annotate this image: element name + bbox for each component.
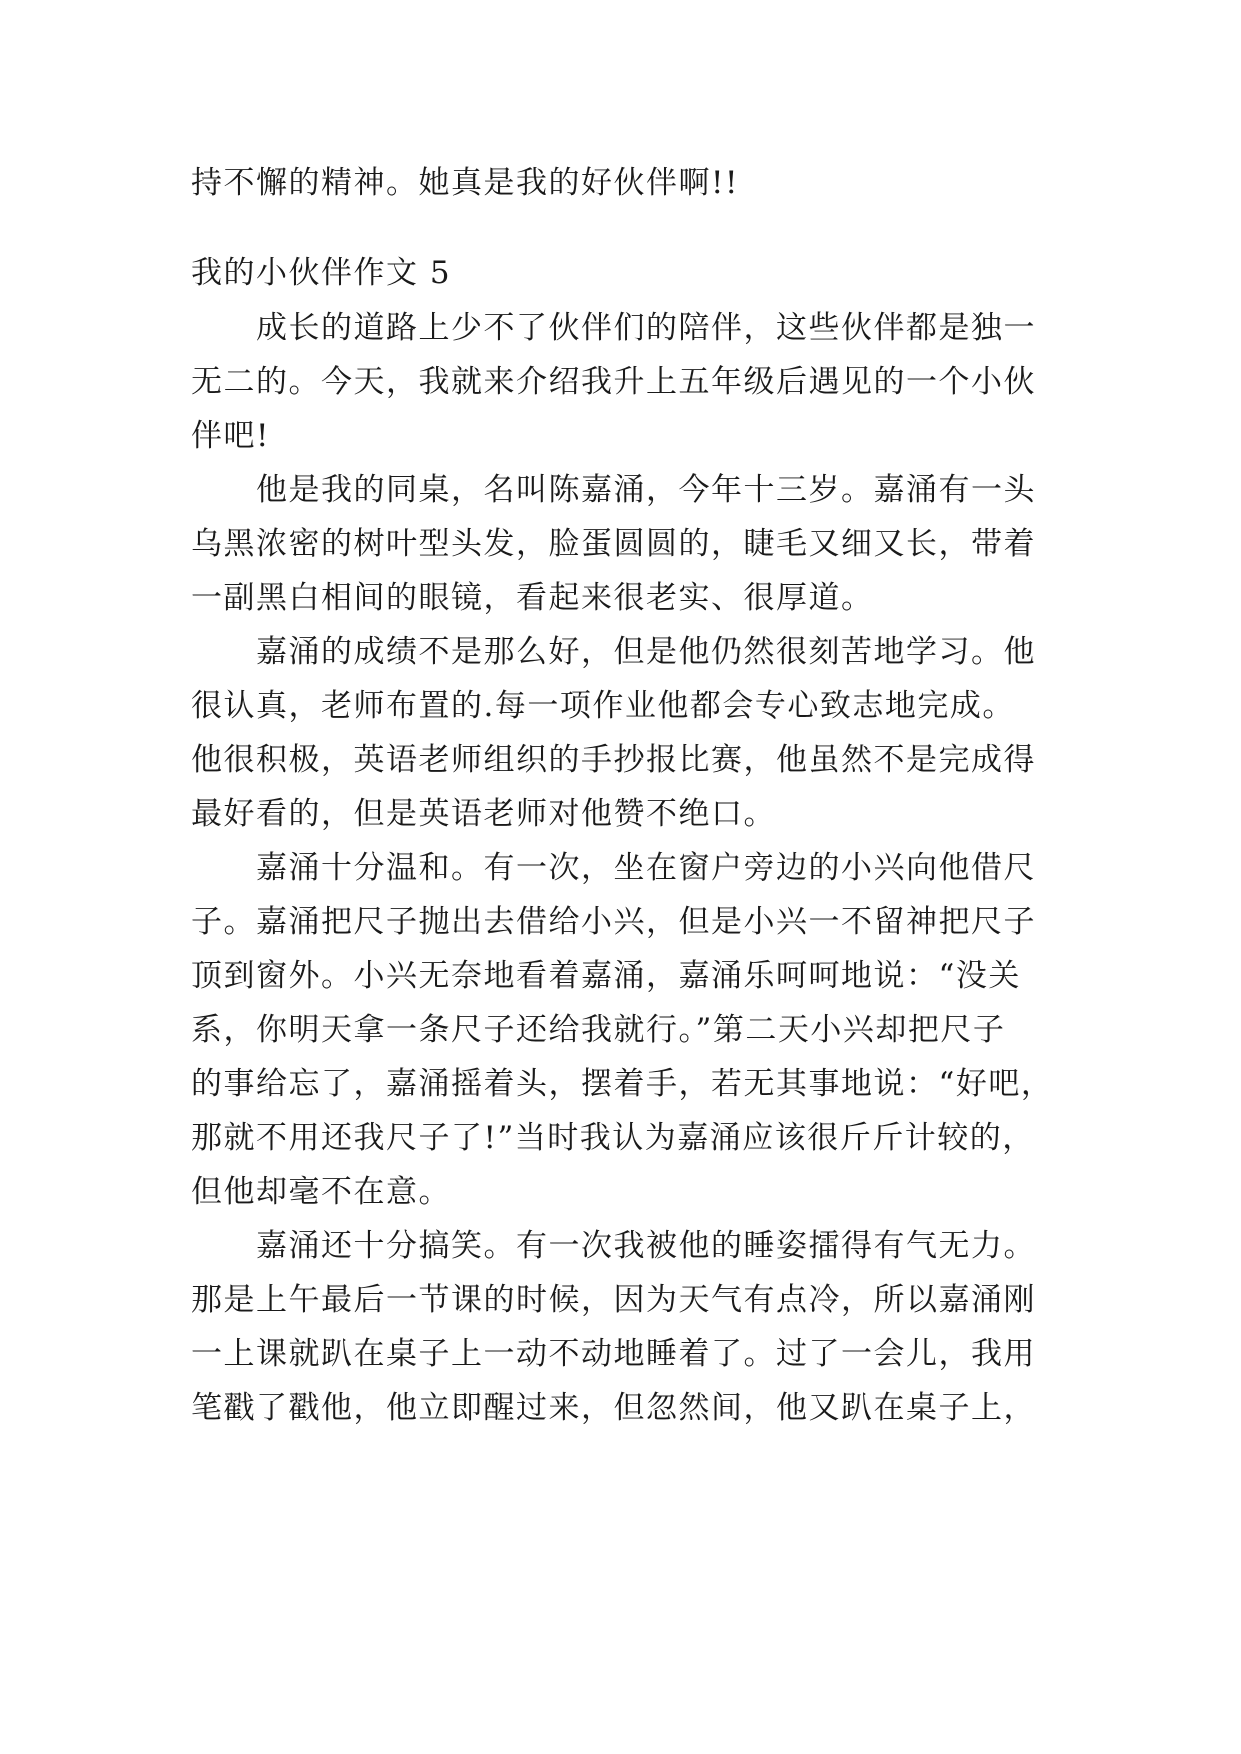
paragraph-line: 一副黑白相间的眼镜，看起来很老实、很厚道。 <box>191 580 874 616</box>
paragraph-line: 一上课就趴在桌子上一动不动地睡着了。过了一会儿，我用 <box>191 1336 1036 1372</box>
paragraph-line: 嘉涌还十分搞笑。有一次我被他的睡姿擂得有气无力。 <box>256 1228 1036 1264</box>
paragraph-line: 很认真，老师布置的.每一项作业他都会专心致志地完成。 <box>191 688 1015 724</box>
paragraph-line: 笔戳了戳他，他立即醒过来，但忽然间，他又趴在桌子上， <box>191 1390 1036 1426</box>
paragraph-line: 最好看的，但是英语老师对他赞不绝口。 <box>191 796 776 832</box>
text-line: 持不懈的精神。她真是我的好伙伴啊!! <box>191 165 739 201</box>
paragraph-line: 他是我的同桌，名叫陈嘉涌，今年十三岁。嘉涌有一头 <box>256 472 1036 508</box>
paragraph-line: 嘉涌的成绩不是那么好，但是他仍然很刻苦地学习。他 <box>256 634 1036 670</box>
paragraph-line: 系，你明天拿一条尺子还给我就行。”第二天小兴却把尺子 <box>191 1012 1006 1048</box>
section-title: 我的小伙伴作文 5 <box>191 255 452 291</box>
paragraph-line: 成长的道路上少不了伙伴们的陪伴，这些伙伴都是独一 <box>256 310 1036 346</box>
paragraph-line: 那就不用还我尺子了!”当时我认为嘉涌应该很斤斤计较的， <box>191 1120 1035 1156</box>
paragraph-line: 那是上午最后一节课的时候，因为天气有点冷，所以嘉涌刚 <box>191 1282 1036 1318</box>
paragraph-line: 子。嘉涌把尺子抛出去借给小兴，但是小兴一不留神把尺子 <box>191 904 1036 940</box>
paragraph-line: 乌黑浓密的树叶型头发，脸蛋圆圆的，睫毛又细又长，带着 <box>191 526 1036 562</box>
paragraph-line: 但他却毫不在意。 <box>191 1174 451 1210</box>
paragraph-line: 他很积极，英语老师组织的手抄报比赛，他虽然不是完成得 <box>191 742 1036 778</box>
paragraph-line: 的事给忘了，嘉涌摇着头，摆着手，若无其事地说：“好吧， <box>191 1066 1054 1102</box>
paragraph-line: 顶到窗外。小兴无奈地看着嘉涌，嘉涌乐呵呵地说：“没关 <box>191 958 1021 994</box>
paragraph-line: 无二的。今天，我就来介绍我升上五年级后遇见的一个小伙 <box>191 364 1036 400</box>
paragraph-line: 伴吧! <box>191 418 270 454</box>
paragraph-line: 嘉涌十分温和。有一次，坐在窗户旁边的小兴向他借尺 <box>256 850 1036 886</box>
